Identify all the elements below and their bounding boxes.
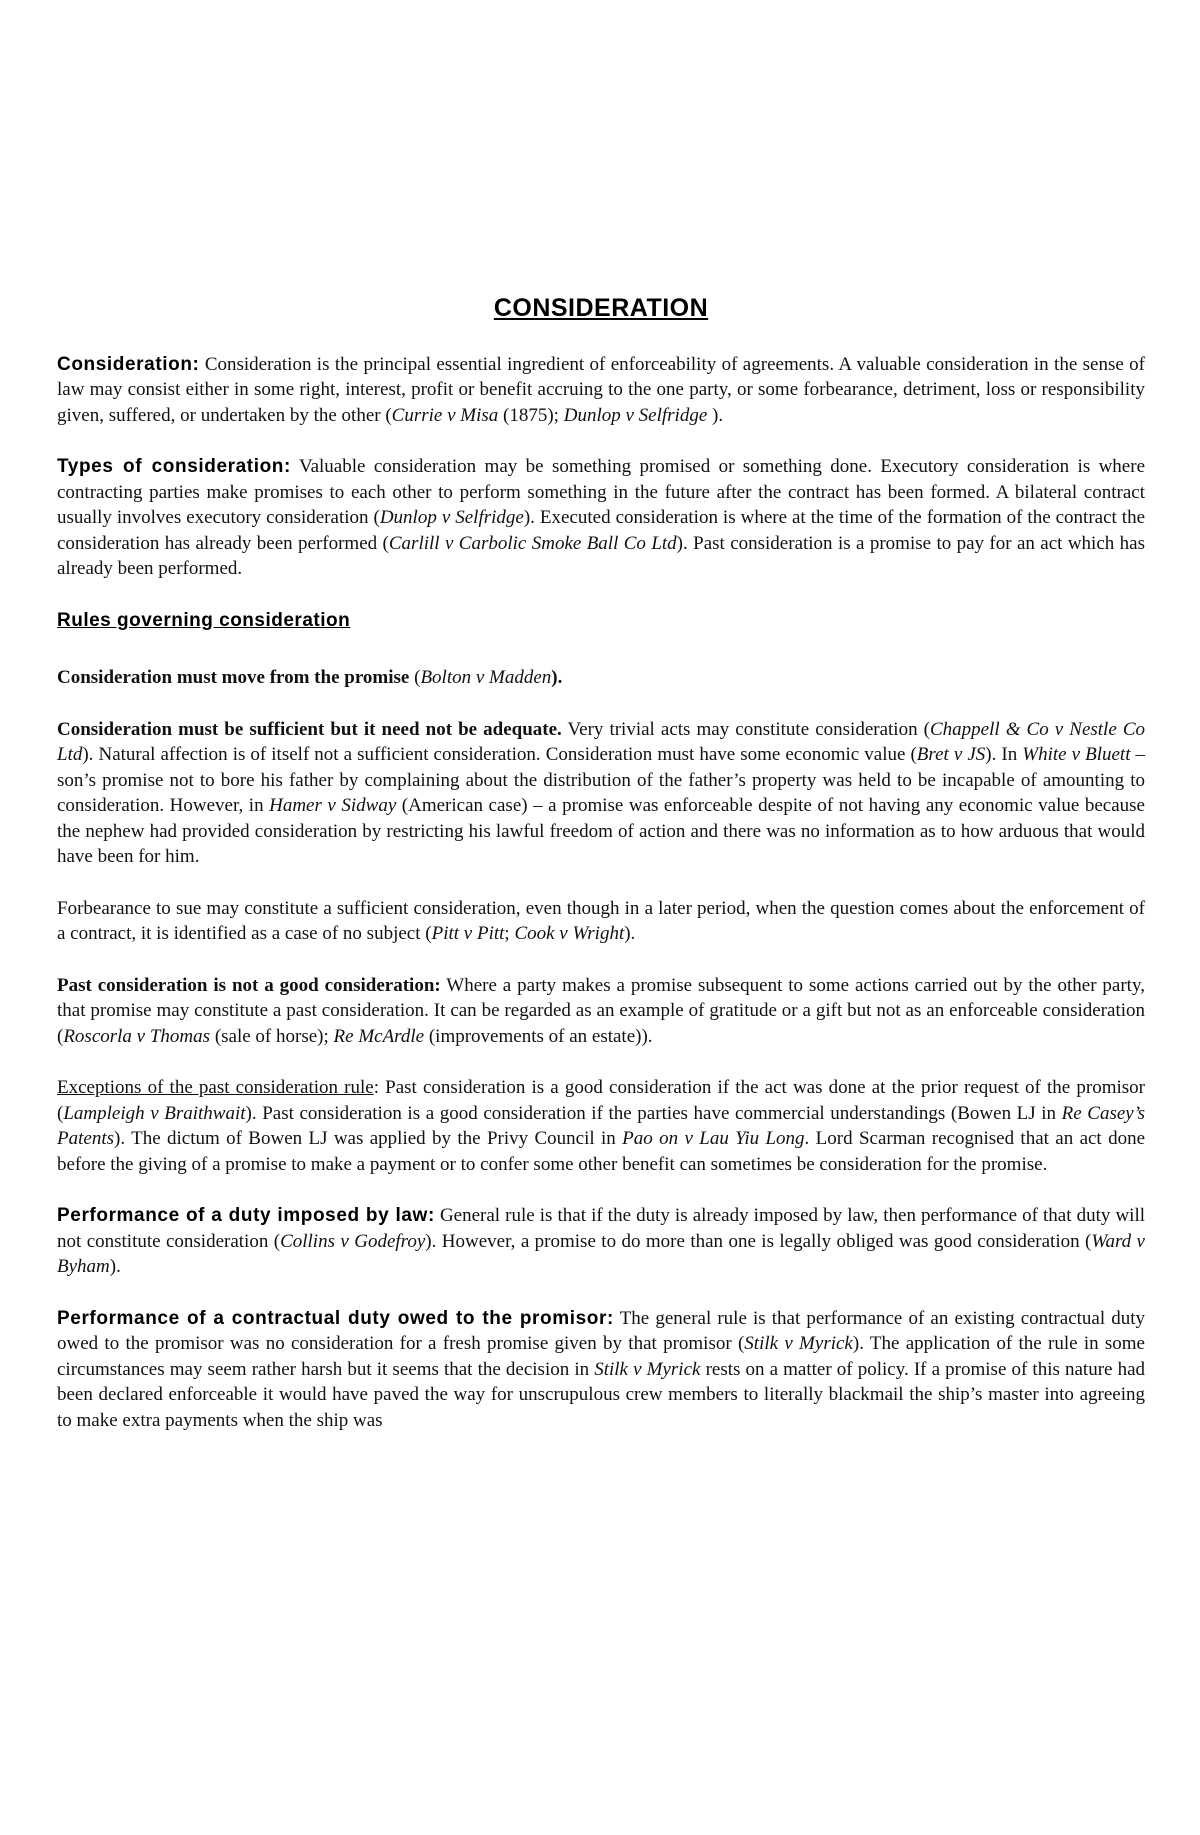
paragraph-past-consideration: Past consideration is not a good consideration: Where a party makes a promise subsequent to some actions carried out by the other party, that promise may constitute a past consideration. It can be regarded as an example of gratitude or a gift but not as an enforceable consideration (Roscorla v Thomas (sale of horse); Re McArdle (improvements of an estate)). xyxy=(57,974,1145,1047)
case-citation: Cook v Wright xyxy=(514,923,625,944)
case-citation: White v Bluett xyxy=(1022,744,1131,765)
case-citation: Carlill v Carbolic Smoke Ball Co Ltd xyxy=(388,532,677,554)
paragraph-heading: Performance of a duty imposed by law: xyxy=(57,1205,435,1226)
document-body xyxy=(57,296,1145,1459)
case-citation: Collins v Godefroy xyxy=(280,1230,426,1252)
paragraph-heading: Consideration: xyxy=(57,353,200,375)
case-citation: Dunlop v Selfridge xyxy=(379,507,524,528)
rule-heading: Past consideration is not a good consideration: xyxy=(57,974,441,996)
rule-heading: Consideration must move from the promise xyxy=(57,667,410,688)
case-citation: Re McArdle xyxy=(333,1025,425,1047)
rule-heading: Consideration must be sufficient but it need not be adequate. xyxy=(57,718,562,740)
paragraph-duty-imposed-by-law: Performance of a duty imposed by law: General rule is that if the duty is already imposed by law, then performance of that duty will not constitute consideration (Collins v Godefroy). However, a promise to do more than one is legally obliged was good consideration (Ward v Byham). xyxy=(57,1205,1146,1277)
case-citation: Roscorla v Thomas xyxy=(63,1025,211,1047)
paragraph-heading: Types of consideration: xyxy=(57,456,291,477)
case-citation: Chappell & Co v Nestle Co Ltd xyxy=(57,718,1145,765)
exception-heading: Exceptions of the past consideration rule xyxy=(57,1077,374,1098)
case-citation: Pitt v Pitt xyxy=(431,923,505,944)
paragraph-types-of-consideration: Types of consideration: Valuable consideration may be something promised or something done. Executory consideration is where contracting parties make promises to each other to perform something in the future after the contract has been formed. A bilateral contract usually involves executory consideration (Dunlop v Selfridge). Executed consideration is where at the time of the formation of the contract the consideration has already been performed (Carlill v Carbolic Smoke Ball Co Ltd). Past consideration is a promise to pay for an act which has already been performed. xyxy=(57,456,1146,579)
case-citation: Bolton v Madden xyxy=(420,667,552,688)
case-citation: Re Casey’s Patents xyxy=(57,1102,1145,1149)
paragraph-heading: Performance of a contractual duty owed to the promisor: xyxy=(57,1307,614,1329)
case-citation: Stilk v Myrick xyxy=(594,1358,701,1380)
paragraph-consideration: Consideration: Consideration is the principal essential ingredient of enforceability of agreements. A valuable consideration in the sense of law may consist either in some right, interest, profit or benefit accruing to the one party, or some forbearance, detriment, loss or responsibility given, suffered, or undertaken by the other (Currie v Misa (1875); Dunlop v Selfridge ). xyxy=(57,353,1145,426)
paragraph-exceptions: Exceptions of the past consideration rule: Past consideration is a good consideration if the act was done at the prior request of the promisor (Lampleigh v Braithwait). Past consideration is a good consideration if the parties have commercial understandings (Bowen LJ in Re Casey’s Patents). The dictum of Bowen LJ was applied by the Privy Council in Pao on v Lau Yiu Long. Lord Scarman recognised that an act done before the giving of a promise to make a payment or to confer some other benefit can sometimes be consideration for the promise. xyxy=(57,1077,1146,1175)
page-title: CONSIDERATION xyxy=(493,294,709,322)
case-citation: Ward v Byham xyxy=(57,1230,1145,1277)
case-citation: Bret v JS xyxy=(916,744,986,765)
case-citation: Currie v Misa xyxy=(391,404,499,426)
section-heading: Rules governing consideration xyxy=(57,609,351,631)
case-citation: Dunlop v Selfridge xyxy=(563,404,708,426)
case-citation: Lampleigh v Braithwait xyxy=(63,1102,246,1124)
paragraph-move-from-promise: Consideration must move from the promise (Bolton v Madden). xyxy=(57,667,563,688)
case-citation: Stilk v Myrick xyxy=(744,1333,853,1354)
paragraph-forbearance: Forbearance to sue may constitute a sufficient consideration, even though in a later period, when the question comes about the enforcement of a contract, it is identified as a case of no subject (Pitt v Pitt; Cook v Wright). xyxy=(57,897,1145,944)
paragraph-sufficient-not-adequate: Consideration must be sufficient but it need not be adequate. Very trivial acts may constitute consideration (Chappell & Co v Nestle Co Ltd). Natural affection is of itself not a sufficient consideration. Consideration must have some economic value (Bret v JS). In White v Bluett – son’s promise not to bore his father by complaining about the distribution of the father’s property was held to be incapable of amounting to consideration. However, in Hamer v Sidway (American case) – a promise was enforceable despite of not having any economic value because the nephew had provided consideration by restricting his lawful freedom of action and there was no information as to how arduous that would have been for him. xyxy=(57,718,1146,867)
case-citation: Hamer v Sidway xyxy=(269,795,397,816)
paragraph-contractual-duty: Performance of a contractual duty owed to the promisor: The general rule is that performance of an existing contractual duty owed to the promisor was no consideration for a fresh promise given by that promisor (Stilk v Myrick). The application of the rule in some circumstances may seem rather harsh but it seems that the decision in Stilk v Myrick rests on a matter of policy. If a promise of this nature had been declared enforceable it would have paved the way for unscrupulous crew members to literally blackmail the ship’s master into agreeing to make extra payments when the ship was xyxy=(57,1307,1145,1431)
case-citation: Pao on v Lau Yiu Long xyxy=(622,1128,805,1149)
